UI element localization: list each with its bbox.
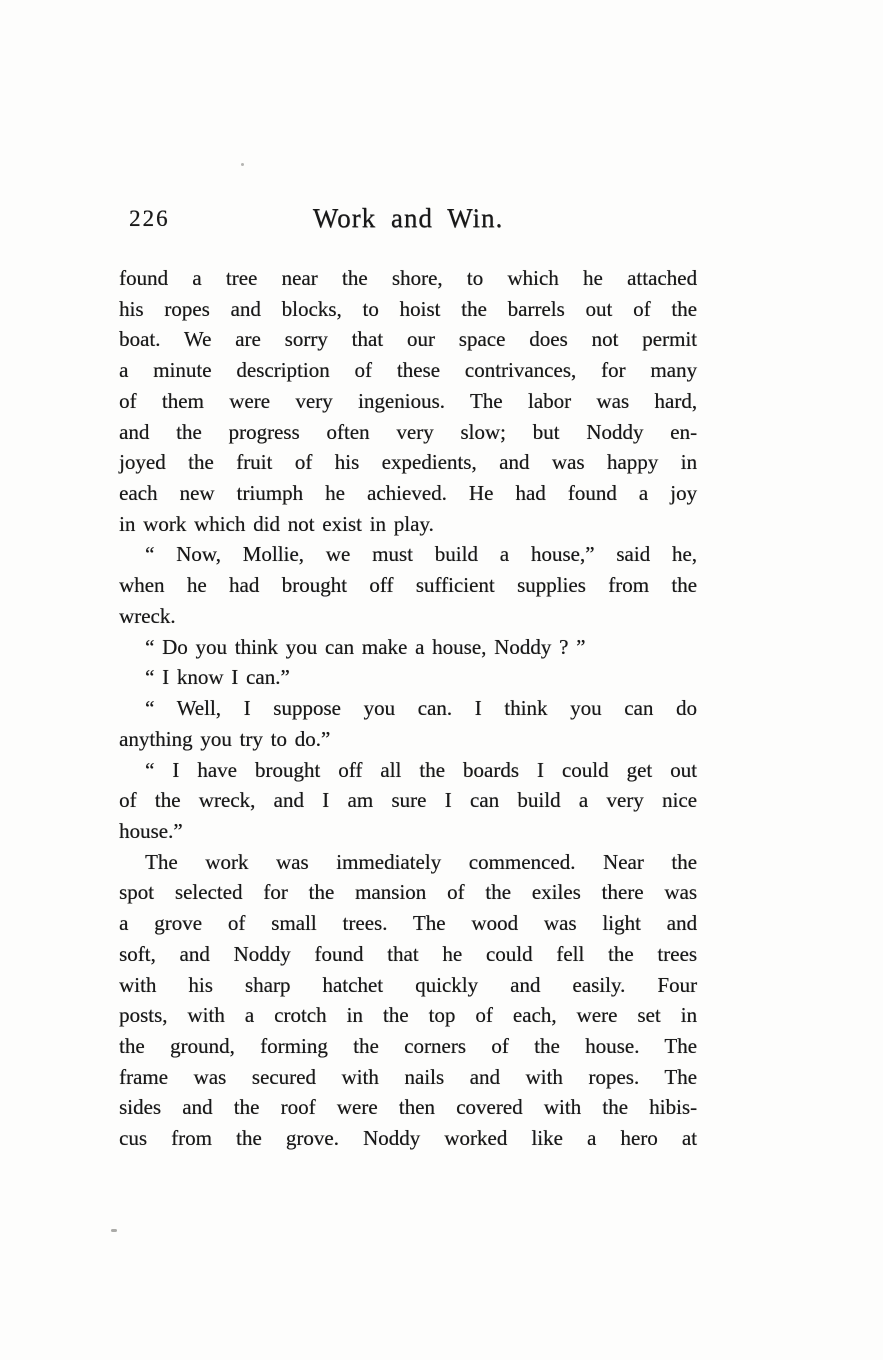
text-line: frame was secured with nails and with ropes. The — [119, 1064, 697, 1089]
text-line: boat. We are sorry that our space does not permit — [119, 327, 697, 352]
text-line: spot selected for the mansion of the exiles there was — [119, 880, 697, 905]
text-line: a grove of small trees. The wood was light and — [119, 911, 697, 936]
text-line: “ I have brought off all the boards I could get out — [145, 757, 697, 782]
text-line: with his sharp hatchet quickly and easily. Four — [119, 972, 697, 997]
text-line: of the wreck, and I am sure I can build a very nice — [119, 788, 697, 813]
text-line: when he had brought off sufficient supplies from the — [119, 573, 697, 598]
text-line: each new triumph he achieved. He had found a joy — [119, 481, 697, 506]
running-title: Work and Win. — [312, 203, 504, 233]
text-line: his ropes and blocks, to hoist the barrels out of the — [119, 296, 697, 321]
text-line: “ I know I can.” — [145, 665, 290, 690]
text-line: sides and the roof were then covered with the hibis- — [119, 1095, 697, 1120]
text-line: cus from the grove. Noddy worked like a hero at — [119, 1126, 697, 1151]
text-line: a minute description of these contrivances, for many — [119, 358, 697, 383]
scan-speck — [111, 1229, 117, 1232]
text-line: found a tree near the shore, to which he attached — [119, 266, 697, 290]
body-text-block — [119, 263, 697, 1154]
text-line: house.” — [119, 818, 183, 843]
text-line: “ Now, Mollie, we must build a house,” said he, — [145, 542, 697, 567]
scan-speck — [241, 163, 244, 166]
text-line: soft, and Noddy found that he could fell the trees — [119, 941, 697, 966]
page-number: 226 — [129, 206, 170, 231]
text-line: anything you try to do.” — [119, 726, 331, 751]
running-head — [119, 203, 697, 239]
text-line: of them were very ingenious. The labor was hard, — [119, 388, 697, 413]
text-line: posts, with a crotch in the top of each, were set in — [119, 1003, 697, 1028]
text-line: the ground, forming the corners of the house. The — [119, 1033, 697, 1058]
text-line: in work which did not exist in play. — [119, 511, 434, 536]
text-line: and the progress often very slow; but Noddy en- — [119, 419, 697, 444]
text-line: joyed the fruit of his expedients, and was happy in — [119, 450, 697, 475]
text-line: “ Do you think you can make a house, Noddy ? ” — [145, 634, 586, 659]
text-line: The work was immediately commenced. Near the — [145, 849, 697, 874]
text-line: wreck. — [119, 603, 176, 628]
text-line: “ Well, I suppose you can. I think you can do — [145, 696, 697, 721]
